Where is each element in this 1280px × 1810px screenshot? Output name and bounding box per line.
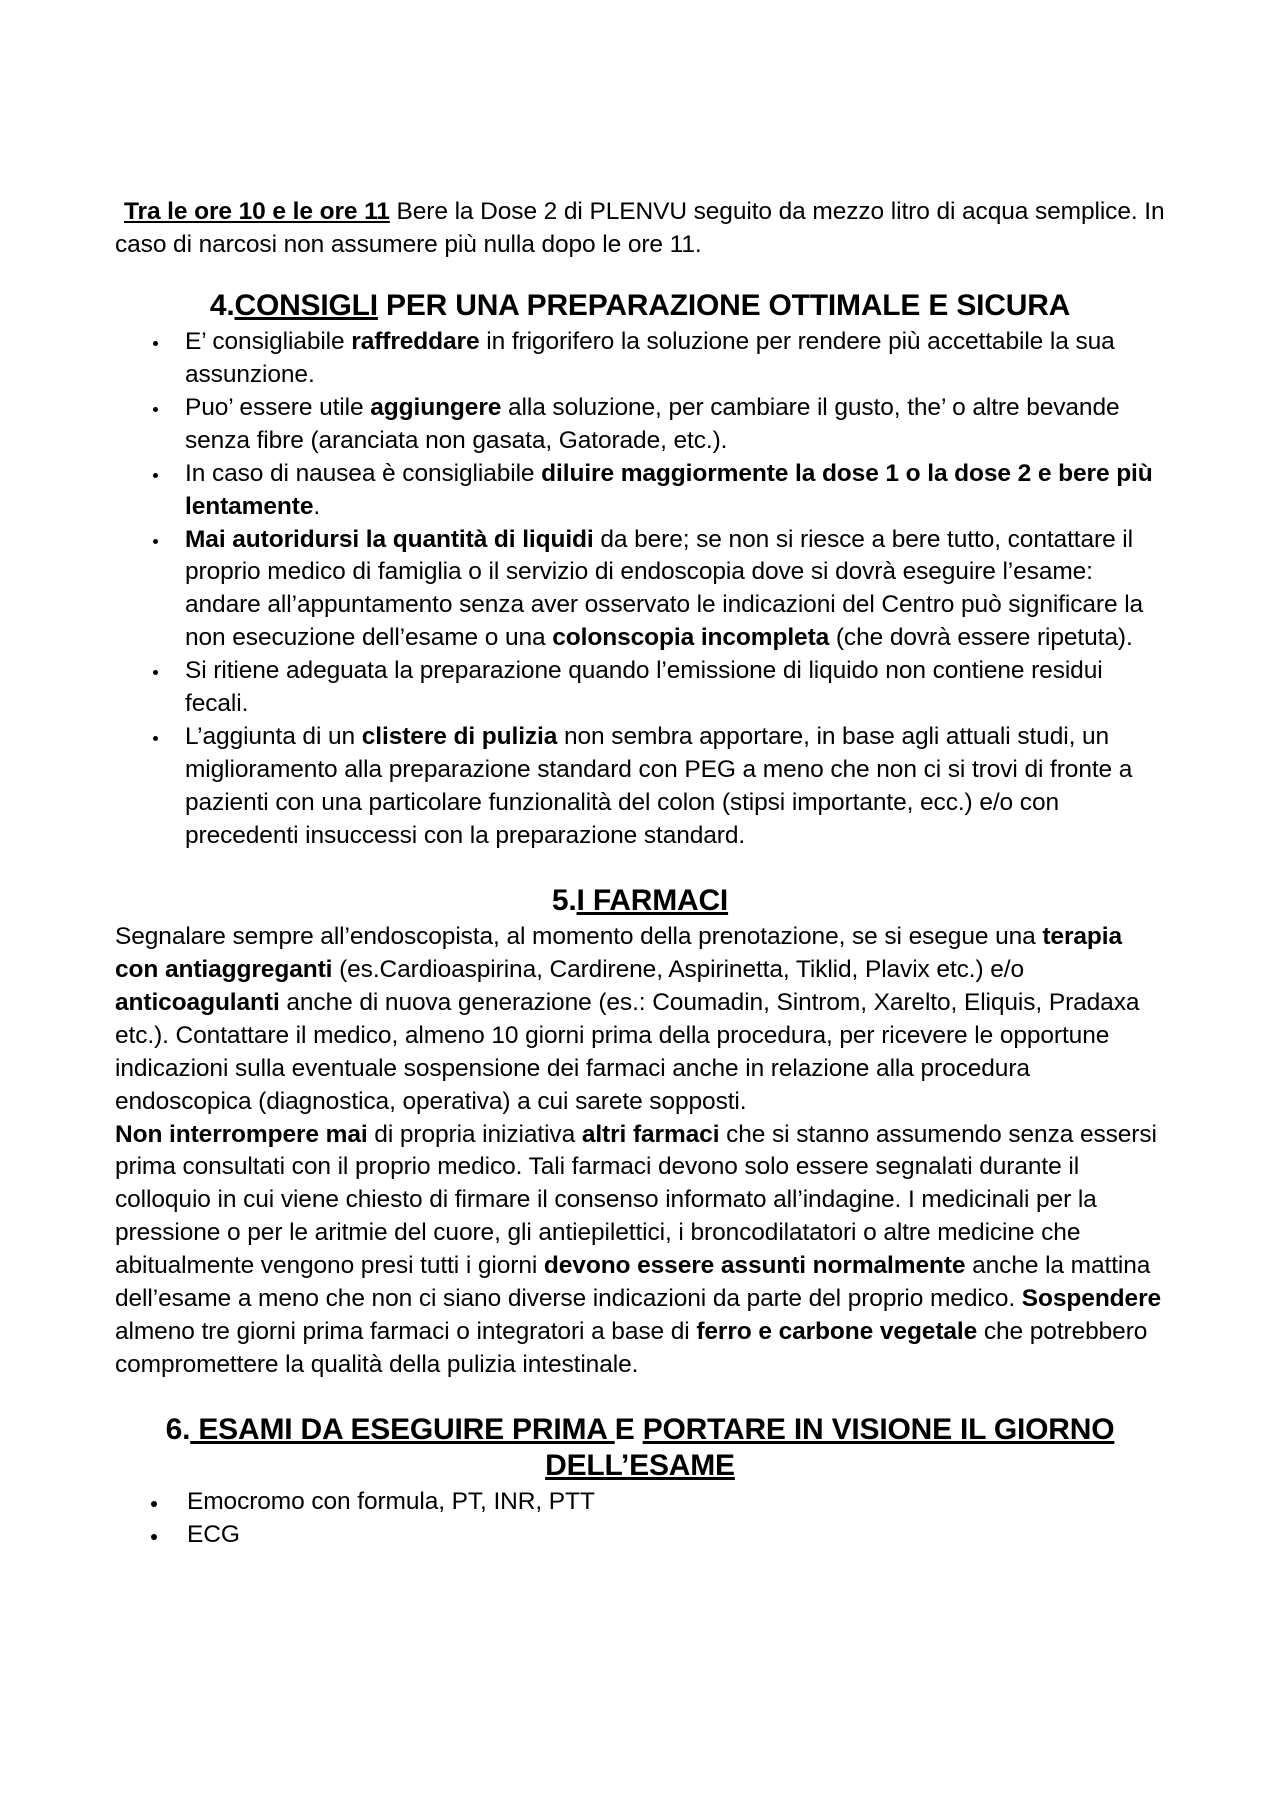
- section-6-title-segment-2: PRIMA: [512, 1413, 615, 1446]
- section-6-title-line2: DELL’ESAME: [545, 1449, 735, 1482]
- section-6-bullet-item: ECG: [115, 1519, 1165, 1552]
- section-6-title-segment-1: DA ESEGUIRE: [300, 1413, 513, 1446]
- section-5-p1-run-1: terapia con antiaggreganti: [115, 922, 1123, 983]
- section-4-bullet-3-run-3: (che dovrà essere ripetuta).: [829, 624, 1133, 652]
- intro-paragraph: [115, 196, 1165, 262]
- section-4-title-rest: PER UNA PREPARAZIONE OTTIMALE E SICURA: [377, 288, 1071, 322]
- section-5-p2-run-6: Sospendere: [1021, 1285, 1162, 1313]
- document-body: [115, 196, 1165, 1552]
- section-5-heading: [115, 883, 1165, 919]
- section-4-bullet-5-run-1: clistere di pulizia: [361, 723, 558, 751]
- section-5-paragraph-1: [115, 921, 1165, 1119]
- section-4-bullet-1-run-2: alla soluzione, per cambiare il gusto, the’ o altre bevande senza fibre (aranciata non gasata, Gatorade, etc.).: [185, 393, 1120, 454]
- section-6-bullet-item: Emocromo con formula, PT, INR, PTT: [115, 1486, 1165, 1519]
- section-4-bullet-5-run-2: non sembra apportare, in base agli attuali studi, un miglioramento alla preparazione standard con PEG a meno che non ci si trovi di fronte a pazienti con una particolare funzionalità del colon (stipsi importante, ecc.) e/o con precedenti insuccessi con la preparazione standard.: [185, 723, 1133, 849]
- section-5-p1-run-0: Segnalare sempre all’endoscopista, al momento della prenotazione, se si esegue una: [115, 922, 1043, 950]
- section-4-bullet-item: [115, 655, 1165, 721]
- intro-paragraph-text: Bere la Dose 2 di PLENVU seguito da mezzo litro di acqua semplice. In caso di narcosi non assumere più nulla dopo le ore 11.: [115, 198, 1165, 258]
- section-6-bullet-list: [115, 1486, 1165, 1552]
- section-4-bullet-item: [115, 721, 1165, 853]
- section-4-bullet-0-run-2: in frigorifero la soluzione per rendere più accettabile la sua assunzione.: [185, 327, 1115, 388]
- section-5-number: 5.: [551, 883, 577, 917]
- section-6-title-segment-4: PORTARE IN VISIONE IL GIORNO: [642, 1413, 1115, 1446]
- section-6-title-segment-0: ESAMI: [190, 1413, 301, 1446]
- section-4-bullet-item: [115, 458, 1165, 524]
- section-4-title-underlined: CONSIGLI: [234, 288, 378, 322]
- section-5-p1-run-2: (es.Cardioaspirina, Cardirene, Aspirinetta, Tiklid, Plavix etc.) e/o: [332, 955, 1025, 983]
- section-4-bullet-3-run-2: colonscopia incompleta: [552, 624, 830, 652]
- section-4-bullet-2-run-0: In caso di nausea è consigliabile: [185, 459, 542, 487]
- section-5-body: [115, 921, 1165, 1382]
- section-6-title-segment-3: E: [614, 1413, 643, 1446]
- section-5-p1-run-4: anche di nuova generazione (es.: Coumadin, Sintrom, Xarelto, Eliquis, Pradaxa etc.). Contattare il medico, almeno 10 giorni prima della procedura, per ricevere le opportune indicazioni sulla eventuale sospensione dei farmaci anche in relazione alla procedura endoscopica (diagnostica, operativa) a cui sarete sopposti.: [115, 988, 1140, 1115]
- section-5-p2-run-2: altri farmaci: [581, 1120, 720, 1148]
- section-4-bullet-2-run-2: .: [313, 492, 321, 520]
- section-5-p2-run-8: ferro e carbone vegetale: [696, 1318, 978, 1346]
- section-4-bullet-3-run-1: da bere; se non si riesce a bere tutto, contattare il proprio medico di famiglia o il servizio di endoscopia dove si dovrà eseguire l’esame: andare all’appuntamento senza aver osservato le indicazioni del Centro può significare la non esecuzione dell’esame o una: [185, 525, 1144, 652]
- section-4-bullet-0-run-1: raffreddare: [351, 327, 480, 355]
- section-4-bullet-item: [115, 392, 1165, 458]
- section-5-title-underlined: I FARMACI: [576, 883, 729, 917]
- section-5-p2-run-7: almeno tre giorni prima farmaci o integratori a base di: [115, 1318, 697, 1346]
- section-4-bullet-4-run-0: Si ritiene adeguata la preparazione quando l’emissione di liquido non contiene residui fecali.: [185, 657, 1103, 718]
- intro-time-lead: Tra le ore 10 e le ore 11: [124, 198, 390, 225]
- section-6-heading: [115, 1412, 1165, 1484]
- section-4-bullet-3-run-0: Mai autoridursi la quantità di liquidi: [185, 525, 594, 553]
- section-5-p2-run-1: di propria iniziativa: [367, 1120, 582, 1148]
- section-4-heading: [115, 288, 1165, 324]
- section-4-bullet-item: [115, 524, 1165, 656]
- section-5-paragraph-2: [115, 1119, 1165, 1383]
- section-4-bullet-1-run-1: aggiungere: [370, 393, 502, 421]
- section-6-number: 6.: [165, 1413, 191, 1446]
- section-5-p2-run-0: Non interrompere mai: [115, 1120, 368, 1148]
- section-6-title-segments: [190, 1413, 1114, 1446]
- section-4-number: 4.: [209, 288, 235, 322]
- section-4-bullet-2-run-1: diluire maggiormente la dose 1 o la dose 2 e bere più lentamente: [185, 459, 1153, 520]
- section-5-p1-run-3: anticoagulanti: [115, 988, 280, 1016]
- section-5-p2-run-9: che potrebbero compromettere la qualità della pulizia intestinale.: [115, 1318, 1148, 1379]
- section-5-p2-run-3: che si stanno assumendo senza essersi prima consultati con il proprio medico. Tali farmaci devono solo essere segnalati durante il colloquio in cui viene chiesto di firmare il consenso informato all’indagine. I medicinali per la pressione o per le aritmie del cuore, gli antiepilettici, i broncodilatatori o altre medicine che abitualmente vengono presi tutti i giorni: [115, 1120, 1157, 1280]
- section-5-p2-run-4: devono essere assunti normalmente: [543, 1252, 966, 1280]
- section-4-bullet-0-run-0: E’ consigliabile: [185, 327, 352, 355]
- section-4-bullet-1-run-0: Puo’ essere utile: [185, 393, 371, 421]
- section-4-bullet-5-run-0: L’aggiunta di un: [185, 723, 362, 751]
- section-4-bullet-item: [115, 326, 1165, 392]
- section-4-bullet-list: [115, 326, 1165, 853]
- section-5-p2-run-5: anche la mattina dell’esame a meno che non ci siano diverse indicazioni da parte del proprio medico.: [115, 1252, 1151, 1313]
